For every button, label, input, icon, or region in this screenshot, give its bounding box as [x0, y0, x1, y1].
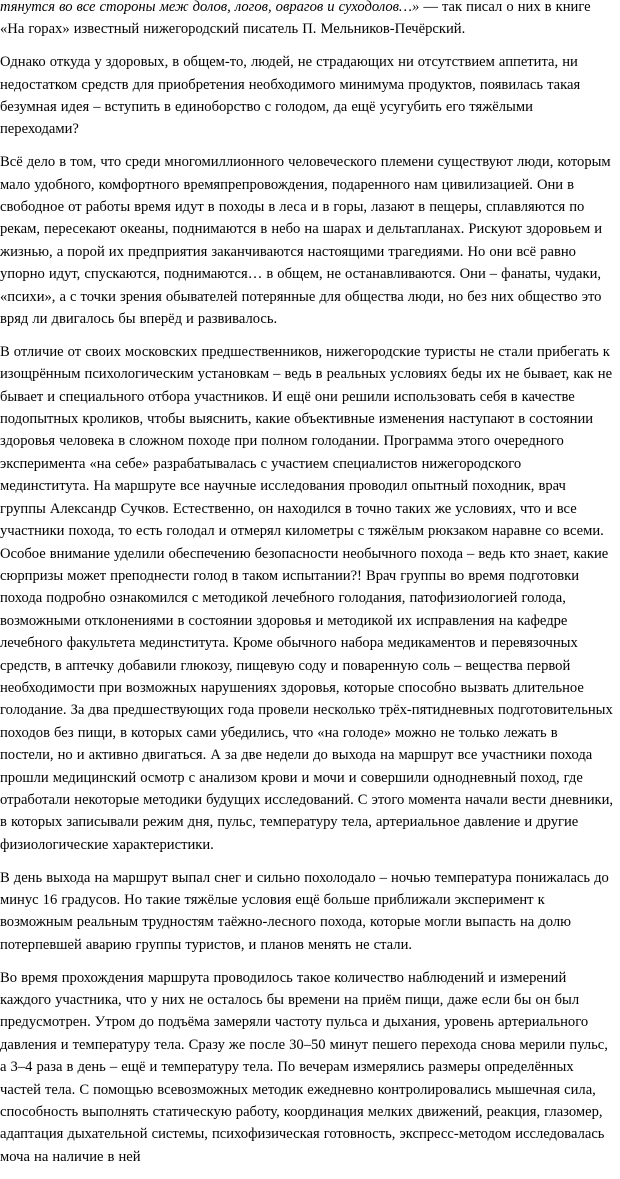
paragraph-question: Однако откуда у здоровых, в общем-то, людей, не страдающих ни отсутствием аппетита, ни недостатком средств для приобретения необходимого минимума продуктов, появилась такая безумная идея – вступить в единоборство с голодом, да ещё усугубить его тяжёлыми переходами? [0, 54, 581, 138]
paragraph-experiment-preparation: В отличие от своих московских предшественников, нижегородские туристы не стали прибегать к изощрённым психологическим установкам – ведь в реальных условиях беды их не бывает, как не бывает и специального отбора участников. И ещё они решили использовать себя в качестве подопытных кроликов, чтобы выяснить, какие объективные изменения наступают в состоянии здоровья человека в сложном походе при полном голодании. Программа этого очередного эксперимента «на себе» разрабатывалась с участием специалистов нижегородского мединститута. На маршруте все научные исследования проводил опытный походник, врач группы Александр Сучков. Естественно, он находился в точно таких же условиях, что и все участники похода, то есть голодал и отмерял километры с тяжёлым рюкзаком наравне со всеми. Особое внимание уделили обеспечению безопасности необычного похода – ведь кто знает, какие сюрпризы может преподнести голод в таком испытании?! Врач группы во время подготовки похода подробно ознакомился с методикой лечебного голодания, патофизиологией голода, возможными отклонениями в состоянии здоровья и методикой их исправления на кафедре лечебного факультета мединститута. Кроме обычного набора медикаментов и перевязочных средств, в аптечку добавили глюкозу, пищевую соду и поваренную соль – вещества первой необходимости при возможных нарушениях здоровья, которые способно вызвать длительное голодание. За два предшествующих года провели несколько трёх-пятидневных подготовительных походов без пищи, в которых сами убедились, что «на голоде» можно не только лежать в постели, но и активно двигаться. А за две недели до выхода на маршрут все участники похода прошли медицинский осмотр с анализом крови и мочи и совершили однодневный поход, где отработали некоторые методики будущих исследований. С этого момента начали вести дневники, в которых записывали режим дня, пульс, температуру тела, артериальное давление и другие физиологические характеристики. [0, 343, 614, 853]
quote-attribution-text: — так писал о них в книге «На горах» известный нижегородский писатель П. Мельников-Печёрский. [0, 0, 591, 38]
paragraph-quote-ending [0, 0, 614, 41]
quote-italic-text: тянутся во все стороны меж долов, логов, оврагов и суходолов…» [0, 0, 420, 15]
paragraph-departure-day: В день выхода на маршрут выпал снег и сильно похолодало – ночью температура понижалась до минус 16 градусов. Но такие тяжёлые условия ещё больше приближали эксперимент к возможным реальным трудностям таёжно-лесного похода, которые могли выпасть на долю потерпевшей аварию группы туристов, и планов менять не стали. [0, 869, 609, 953]
paragraph-enthusiasts: Всё дело в том, что среди многомиллионного человеческого племени существуют люди, которым мало удобного, комфортного времяпрепровождения, подаренного нам цивилизацией. Они в свободное от работы время идут в походы в леса и в горы, лазают в пещеры, сплавляются по рекам, пересекают океаны, поднимаются в небо на шарах и дельтапланах. Рискуют здоровьем и жизнью, а порой их предприятия заканчиваются настоящими трагедиями. Но они всё равно упорно идут, спускаются, поднимаются… в общем, не останавливаются. Они – фанаты, чудаки, «психи», а с точки зрения обывателей потерянные для общества люди, но без них общество это вряд ли двигалось бы вперёд и развивалось. [0, 154, 611, 328]
paragraph-measurements: Во время прохождения маршрута проводилось такое количество наблюдений и измерений каждого участника, что у них не осталось бы времени на приём пищи, даже если бы он был предусмотрен. Утром до подъёма замеряли частоту пульса и дыхания, уровень артериального давления и температуру тела. Сразу же после 30–50 минут пешего перехода снова мерили пульс, а 3–4 раза в день – ещё и температуру тела. По вечерам измерялись размеры определённых частей тела. С помощью всевозможных методик ежедневно контролировались мышечная сила, способность выполнять статическую работу, координация мелких движений, реакция, глазомер, адаптация дыхательной системы, психофизическая готовность, экспресс-методом исследовалась моча на наличие в ней [0, 969, 608, 1165]
